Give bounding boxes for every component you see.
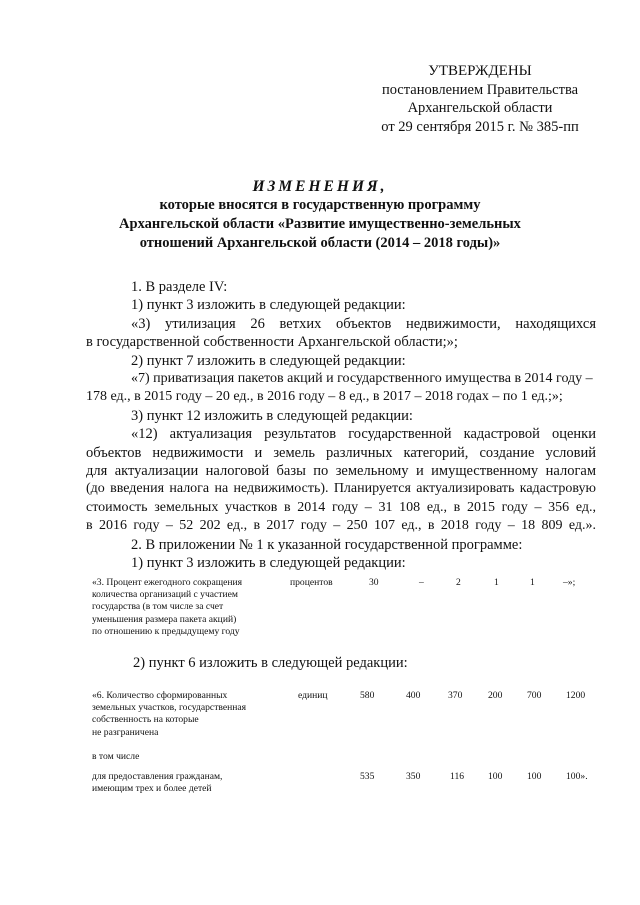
para-item-12-line-4: (до введения налога на недвижимость). Планируется актуализировать кадастровую bbox=[86, 481, 596, 497]
table1-value: 1 bbox=[530, 577, 535, 588]
table-item-3 bbox=[92, 577, 612, 647]
table1-value: –»; bbox=[563, 577, 576, 588]
title-line-2: Архангельской области «Развитие имущественно-земельных bbox=[119, 216, 521, 232]
para-item-3-line-2: в государственной собственности Архангельской области;»; bbox=[86, 334, 458, 351]
table2-sub-label: в том числе bbox=[92, 751, 140, 762]
table2-row2-value: 535 bbox=[360, 771, 375, 782]
table2-name-line: собственность на которые bbox=[92, 714, 199, 726]
table2-name bbox=[92, 690, 246, 739]
table2-row2-value: 350 bbox=[406, 771, 421, 782]
approved-region: Архангельской области bbox=[407, 100, 553, 116]
para-2: 2. В приложении № 1 к указанной государственной программе: bbox=[131, 536, 523, 553]
para-item-12-line-3: для актуализации налоговой базы по земельному и имущественному налогам bbox=[86, 463, 596, 480]
table2-row2-name-line: для предоставления гражданам, bbox=[92, 771, 223, 782]
para-item-7-line-2: 178 ед., в 2015 году – 20 ед., в 2016 году – 8 ед., в 2017 – 2018 годах – по 1 ед.;»; bbox=[86, 389, 563, 405]
approval-stamp bbox=[370, 62, 590, 136]
table1-name-line: по отношению к предыдущему году bbox=[92, 625, 240, 637]
para-2-item-1: 1) пункт 3 изложить в следующей редакции: bbox=[131, 555, 406, 572]
para-1-item-3: 3) пункт 12 изложить в следующей редакции: bbox=[131, 407, 413, 424]
approved-date: от 29 сентября 2015 г. № 385-пп bbox=[381, 118, 579, 135]
table2-value: 1200 bbox=[566, 690, 586, 701]
approved-by: постановлением Правительства bbox=[381, 81, 579, 98]
title-line-3: отношений Архангельской области (2014 – 2018 годы)» bbox=[139, 235, 501, 251]
table2-row2-name-line: имеющим трех и более детей bbox=[92, 783, 212, 795]
table2-value: 200 bbox=[488, 690, 503, 701]
table2-name-line: «6. Количество сформированных bbox=[92, 690, 228, 701]
table2-name-line: земельных участков, государственная bbox=[92, 702, 247, 714]
table2-value: 700 bbox=[527, 690, 542, 701]
table-item-6 bbox=[92, 690, 612, 800]
table1-name-line: государства (в том числе за счет bbox=[92, 601, 224, 613]
table2-row2-value: 100 bbox=[527, 771, 542, 782]
title-heading: ИЗМЕНЕНИЯ, bbox=[252, 178, 388, 195]
table2-row2-value: 100». bbox=[566, 771, 588, 782]
table1-name bbox=[92, 577, 242, 638]
table1-name-line: количества организаций с участием bbox=[92, 589, 238, 601]
para-1-item-2: 2) пункт 7 изложить в следующей редакции: bbox=[131, 352, 406, 369]
table2-value: 580 bbox=[360, 690, 375, 701]
table2-value: 370 bbox=[448, 690, 463, 701]
table1-value: 30 bbox=[369, 577, 379, 588]
approved-heading: УТВЕРЖДЕНЫ bbox=[428, 63, 532, 79]
table2-row2-name bbox=[92, 771, 222, 795]
para-1-item-1: 1) пункт 3 изложить в следующей редакции: bbox=[131, 297, 406, 314]
para-item-7-line-1: «7) приватизация пакетов акций и государственного имущества в 2014 году – bbox=[131, 371, 593, 387]
para-item-12-line-2: объектов недвижимости и земель различных категорий, создание условий bbox=[86, 444, 596, 461]
table1-name-line: «3. Процент ежегодного сокращения bbox=[92, 577, 243, 588]
table2-row2-value: 100 bbox=[488, 771, 503, 782]
para-1: 1. В разделе IV: bbox=[131, 279, 228, 295]
title-line-1: которые вносятся в государственную программу bbox=[159, 197, 481, 213]
table1-value: – bbox=[419, 577, 424, 588]
para-2-item-2: 2) пункт 6 изложить в следующей редакции: bbox=[133, 655, 408, 671]
para-item-12-line-6: в 2016 году – 52 202 ед., в 2017 году – 250 107 ед., в 2018 году – 18 809 ед.». bbox=[86, 518, 596, 534]
para-item-3-line-1: «3) утилизация 26 ветхих объектов недвижимости, находящихся bbox=[131, 315, 596, 332]
document-title bbox=[90, 177, 550, 253]
table2-value: 400 bbox=[406, 690, 421, 701]
table1-unit: процентов bbox=[290, 577, 333, 588]
para-item-12-line-1: «12) актуализация результатов государственной кадастровой оценки bbox=[131, 426, 596, 443]
table2-name-line: не разграничена bbox=[92, 726, 159, 738]
table1-value: 1 bbox=[494, 577, 499, 588]
document-body bbox=[86, 278, 596, 573]
table1-value: 2 bbox=[456, 577, 461, 588]
table2-unit: единиц bbox=[298, 690, 328, 701]
para-item-12-line-5: стоимость земельных участков в 2014 году – 31 108 ед., в 2015 году – 356 ед., bbox=[86, 499, 596, 515]
table1-name-line: уменьшения размера пакета акций) bbox=[92, 613, 237, 625]
table2-row2-value: 116 bbox=[450, 771, 465, 782]
